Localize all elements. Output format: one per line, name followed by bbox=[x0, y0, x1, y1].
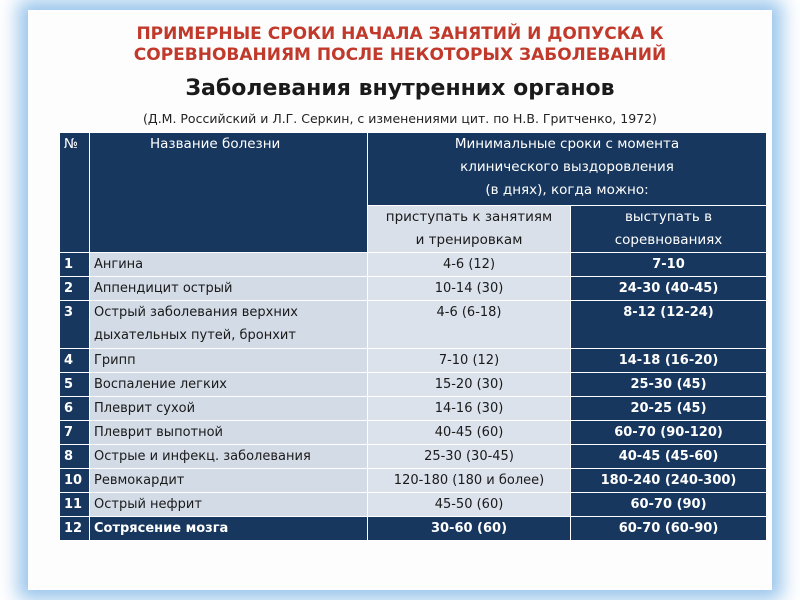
row-disease: Ангина bbox=[90, 253, 368, 277]
row-num: 2 bbox=[60, 277, 90, 301]
table-row bbox=[60, 349, 767, 373]
subheader-competition-line-1: выступать в bbox=[624, 209, 713, 225]
table-row bbox=[60, 397, 767, 421]
table-row bbox=[60, 253, 767, 277]
row-training-days: 4-6 (12) bbox=[368, 253, 571, 277]
header-terms-line-2: клинического выздоровления bbox=[460, 159, 674, 175]
header-terms-line-3: (в днях), когда можно: bbox=[485, 182, 649, 198]
source-citation: (Д.М. Российский и Л.Г. Серкин, с изменениями цит. по Н.В. Гритченко, 1972) bbox=[143, 111, 657, 126]
row-training-days: 40-45 (60) bbox=[368, 421, 571, 445]
row-num: 10 bbox=[60, 469, 90, 493]
header-num: № bbox=[60, 133, 90, 253]
title-line-1: ПРИМЕРНЫЕ СРОКИ НАЧАЛА ЗАНЯТИЙ И ДОПУСКА К bbox=[136, 24, 664, 44]
row-disease: Воспаление легких bbox=[90, 373, 368, 397]
table-row bbox=[60, 469, 767, 493]
row-training-days: 15-20 (30) bbox=[368, 373, 571, 397]
row-num: 7 bbox=[60, 421, 90, 445]
row-num: 1 bbox=[60, 253, 90, 277]
row-num: 6 bbox=[60, 397, 90, 421]
row-training-days: 7-10 (12) bbox=[368, 349, 571, 373]
row-disease: Плеврит сухой bbox=[90, 397, 368, 421]
row-competition-days: 60-70 (90) bbox=[571, 493, 767, 517]
row-competition-days: 8-12 (12-24) bbox=[571, 301, 767, 349]
subheader-training bbox=[368, 206, 571, 253]
table-row bbox=[60, 301, 767, 349]
row-disease: Острые и инфекц. заболевания bbox=[90, 445, 368, 469]
row-competition-days: 40-45 (45-60) bbox=[571, 445, 767, 469]
title-line-2: СОРЕВНОВАНИЯМ ПОСЛЕ НЕКОТОРЫХ ЗАБОЛЕВАНИЙ bbox=[133, 45, 667, 65]
header-row bbox=[60, 133, 767, 206]
row-num: 3 bbox=[60, 301, 90, 349]
header-terms-line-1: Минимальные сроки с момента bbox=[454, 136, 680, 152]
table-row bbox=[60, 421, 767, 445]
subheader-training-line-1: приступать к занятиям bbox=[385, 209, 553, 225]
section-subtitle: Заболевания внутренних органов bbox=[185, 76, 615, 101]
row-disease-line-1: Острый заболевания верхних bbox=[94, 305, 298, 320]
row-competition-days: 60-70 (90-120) bbox=[571, 421, 767, 445]
row-training-days: 10-14 (30) bbox=[368, 277, 571, 301]
row-training-days: 45-50 (60) bbox=[368, 493, 571, 517]
row-num: 8 bbox=[60, 445, 90, 469]
row-num: 5 bbox=[60, 373, 90, 397]
row-disease: Острый нефрит bbox=[90, 493, 368, 517]
table-row bbox=[60, 493, 767, 517]
row-training-days: 4-6 (6-18) bbox=[368, 301, 571, 349]
row-training-days: 25-30 (30-45) bbox=[368, 445, 571, 469]
row-disease: Грипп bbox=[90, 349, 368, 373]
slide-title bbox=[0, 24, 800, 66]
row-disease bbox=[90, 301, 368, 349]
row-competition-days: 24-30 (40-45) bbox=[571, 277, 767, 301]
subheader-competition bbox=[571, 206, 767, 253]
row-disease: Ревмокардит bbox=[90, 469, 368, 493]
row-competition-days: 60-70 (60-90) bbox=[571, 517, 767, 541]
row-competition-days: 7-10 bbox=[571, 253, 767, 277]
row-competition-days: 20-25 (45) bbox=[571, 397, 767, 421]
recovery-table bbox=[59, 132, 767, 541]
row-competition-days: 14-18 (16-20) bbox=[571, 349, 767, 373]
table-row bbox=[60, 445, 767, 469]
row-training-days: 120-180 (180 и более) bbox=[368, 469, 571, 493]
row-num: 12 bbox=[60, 517, 90, 541]
subheader-competition-line-2: соревнованиях bbox=[614, 232, 723, 248]
header-min-terms bbox=[368, 133, 767, 206]
row-competition-days: 25-30 (45) bbox=[571, 373, 767, 397]
table-row bbox=[60, 373, 767, 397]
row-disease-line-2: дыхательных путей, бронхит bbox=[94, 328, 296, 343]
row-num: 4 bbox=[60, 349, 90, 373]
row-training-days: 30-60 (60) bbox=[368, 517, 571, 541]
table-row bbox=[60, 277, 767, 301]
header-disease-name: Название болезни bbox=[90, 133, 368, 253]
row-training-days: 14-16 (30) bbox=[368, 397, 571, 421]
row-disease: Аппендицит острый bbox=[90, 277, 368, 301]
subheader-training-line-2: и тренировкам bbox=[415, 232, 523, 248]
row-num: 11 bbox=[60, 493, 90, 517]
row-disease: Сотрясение мозга bbox=[90, 517, 368, 541]
row-disease: Плеврит выпотной bbox=[90, 421, 368, 445]
row-competition-days: 180-240 (240-300) bbox=[571, 469, 767, 493]
table-row bbox=[60, 517, 767, 541]
